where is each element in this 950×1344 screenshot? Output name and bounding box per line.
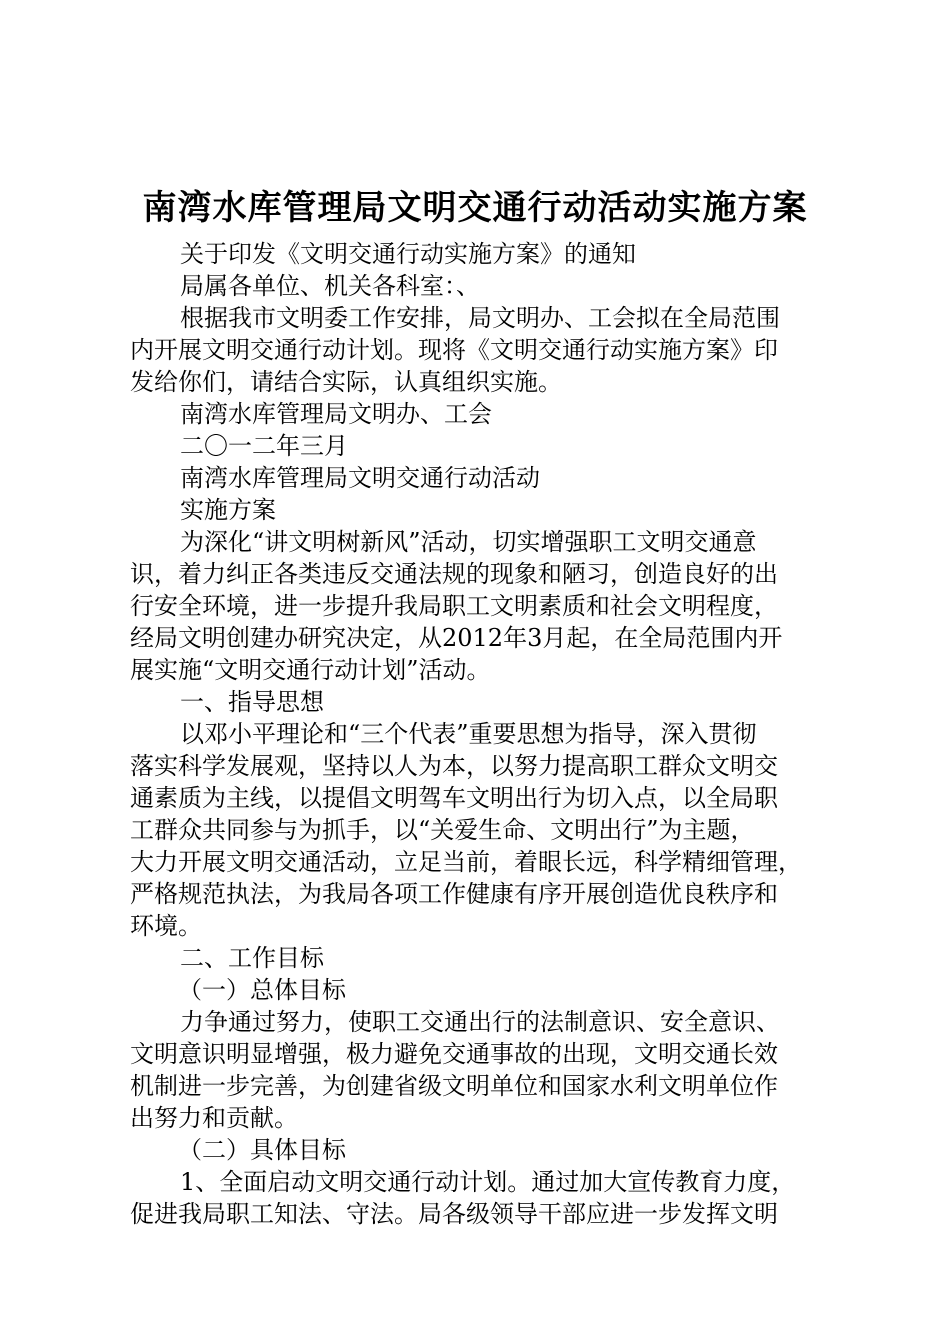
paragraph-line: 文明意识明显增强，极力避免交通事故的出现，文明交通长效 bbox=[130, 1040, 778, 1068]
subtitle-line: 南湾水库管理局文明交通行动活动 bbox=[180, 464, 540, 492]
issuer-line: 南湾水库管理局文明办、工会 bbox=[180, 400, 492, 428]
notice-heading: 关于印发《文明交通行动实施方案》的通知 bbox=[180, 240, 636, 268]
paragraph-line: 识，着力纠正各类违反交通法规的现象和陋习，创造良好的出 bbox=[130, 560, 778, 588]
paragraph-line: 展实施“文明交通行动计划”活动。 bbox=[130, 656, 491, 684]
paragraph-line: 发给你们，请结合实际，认真组织实施。 bbox=[130, 368, 562, 396]
paragraph-line: 力争通过努力，使职工交通出行的法制意识、安全意识、 bbox=[180, 1008, 780, 1036]
paragraph-line: 内开展文明交通行动计划。现将《文明交通行动实施方案》印 bbox=[130, 336, 778, 364]
paragraph-line: 促进我局职工知法、守法。局各级领导干部应进一步发挥文明 bbox=[130, 1200, 778, 1228]
paragraph-line: 工群众共同参与为抓手，以“关爱生命、文明出行”为主题， bbox=[130, 816, 755, 844]
paragraph-line: 1、全面启动文明交通行动计划。通过加大宣传教育力度， bbox=[180, 1168, 796, 1196]
subtitle-line: 实施方案 bbox=[180, 496, 276, 524]
paragraph-line: 为深化“讲文明树新风”活动，切实增强职工文明交通意 bbox=[180, 528, 757, 556]
paragraph-line: 经局文明创建办研究决定，从2012年3月起，在全局范围内开 bbox=[130, 624, 783, 652]
subsection-heading: （二）具体目标 bbox=[178, 1136, 346, 1164]
paragraph-line: 通素质为主线，以提倡文明驾车文明出行为切入点，以全局职 bbox=[130, 784, 778, 812]
paragraph-line: 出努力和贡献。 bbox=[130, 1104, 298, 1132]
section-heading: 一、指导思想 bbox=[180, 688, 324, 716]
paragraph-line: 严格规范执法，为我局各项工作健康有序开展创造优良秩序和 bbox=[130, 880, 778, 908]
paragraph-line: 机制进一步完善，为创建省级文明单位和国家水利文明单位作 bbox=[130, 1072, 778, 1100]
document-title: 南湾水库管理局文明交通行动活动实施方案 bbox=[142, 188, 808, 228]
subsection-heading: （一）总体目标 bbox=[178, 976, 346, 1004]
recipients-line: 局属各单位、机关各科室：、 bbox=[180, 272, 480, 300]
date-line: 二〇一二年三月 bbox=[180, 432, 348, 460]
paragraph-line: 行安全环境，进一步提升我局职工文明素质和社会文明程度， bbox=[130, 592, 778, 620]
document-body bbox=[130, 238, 830, 1230]
paragraph-line: 以邓小平理论和“三个代表”重要思想为指导，深入贯彻 bbox=[180, 720, 757, 748]
paragraph-line: 落实科学发展观，坚持以人为本，以努力提高职工群众文明交 bbox=[130, 752, 778, 780]
paragraph-line: 大力开展文明交通活动，立足当前，着眼长远，科学精细管理， bbox=[130, 848, 802, 876]
paragraph-line: 根据我市文明委工作安排，局文明办、工会拟在全局范围 bbox=[180, 304, 780, 332]
paragraph-line: 环境。 bbox=[130, 912, 202, 940]
section-heading: 二、工作目标 bbox=[180, 944, 324, 972]
